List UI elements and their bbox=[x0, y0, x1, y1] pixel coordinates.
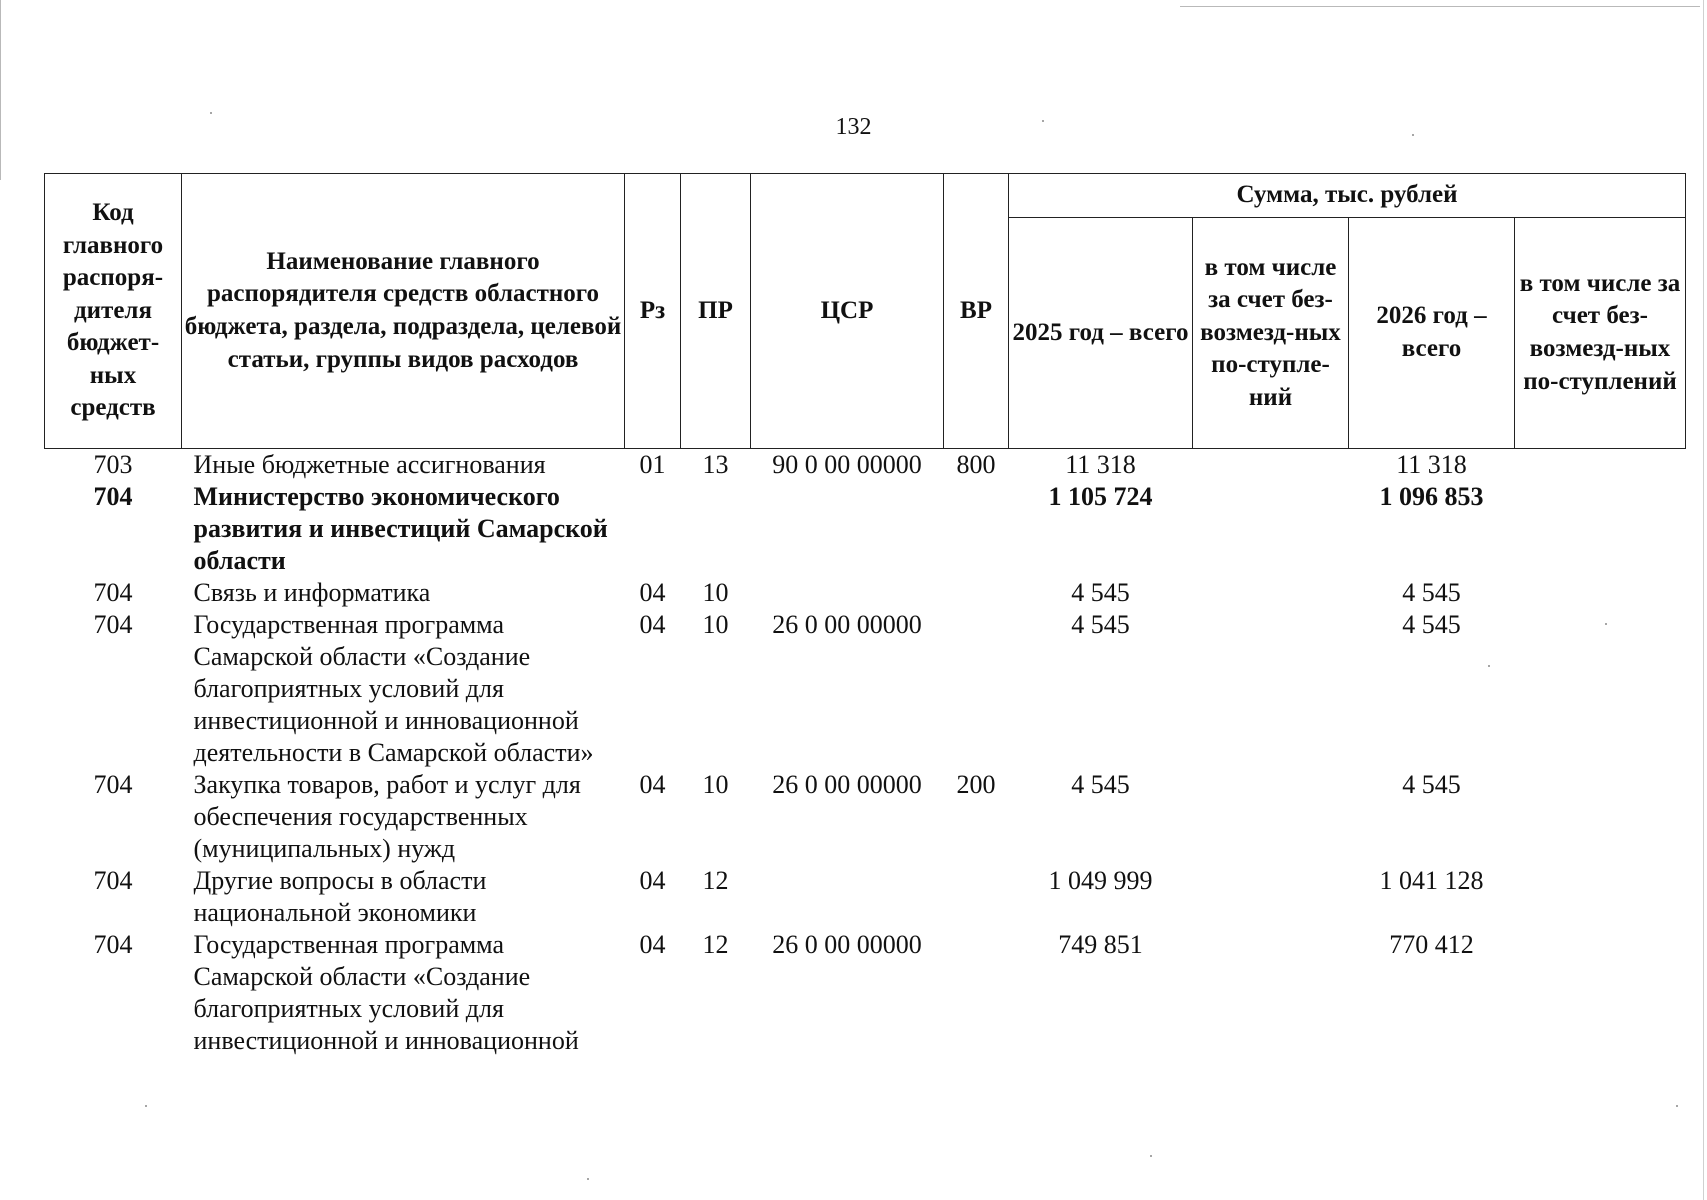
table-row bbox=[45, 577, 1686, 609]
cell-2025-total: 1 105 724 bbox=[1048, 482, 1153, 511]
cell-2025-grants bbox=[1193, 577, 1349, 609]
cell-2025-grants bbox=[1193, 929, 1349, 1057]
cell-2025-grants bbox=[1193, 769, 1349, 865]
cell-pr: 12 bbox=[702, 930, 729, 959]
cell-rz: 04 bbox=[639, 578, 666, 607]
header-2026-grants: в том числе за счет без-возмезд-ных по-ступлений bbox=[1515, 218, 1686, 449]
cell-2025-total: 1 049 999 bbox=[1048, 866, 1153, 895]
cell-code: 704 bbox=[93, 610, 133, 639]
cell-2026-total: 4 545 bbox=[1402, 610, 1461, 639]
header-2026-total: 2026 год – всего bbox=[1349, 218, 1515, 449]
cell-pr: 13 bbox=[702, 450, 729, 479]
cell-vr: 800 bbox=[956, 450, 996, 479]
cell-2025-grants bbox=[1193, 609, 1349, 769]
cell-2026-total: 770 412 bbox=[1389, 930, 1474, 959]
scan-speck bbox=[1150, 1155, 1152, 1157]
cell-2026-grants bbox=[1515, 865, 1686, 929]
header-rz: Рз bbox=[625, 174, 681, 449]
header-sum-group: Сумма, тыс. рублей bbox=[1009, 174, 1686, 218]
header-pr: ПР bbox=[681, 174, 751, 449]
cell-vr: 200 bbox=[956, 770, 996, 799]
table-row bbox=[45, 449, 1686, 482]
cell-csr bbox=[751, 577, 944, 609]
table-row bbox=[45, 481, 1686, 577]
cell-pr: 10 bbox=[702, 578, 729, 607]
cell-csr: 90 0 00 00000 bbox=[772, 450, 922, 479]
cell-vr bbox=[944, 929, 1009, 1057]
scan-top-line bbox=[1180, 6, 1700, 7]
cell-name: Закупка товаров, работ и услуг для обеспечения государственных (муниципальных) нужд bbox=[193, 770, 581, 863]
cell-vr bbox=[944, 481, 1009, 577]
cell-csr: 26 0 00 00000 bbox=[772, 770, 922, 799]
cell-code: 704 bbox=[93, 770, 133, 799]
table-row bbox=[45, 609, 1686, 769]
cell-pr: 10 bbox=[702, 770, 729, 799]
cell-rz: 04 bbox=[639, 610, 666, 639]
cell-rz bbox=[625, 481, 681, 577]
cell-name: Государственная программа Самарской области «Создание благоприятных условий для инвестиционной и инновационной bbox=[193, 930, 579, 1055]
cell-pr bbox=[681, 481, 751, 577]
cell-2025-grants bbox=[1193, 865, 1349, 929]
table-body bbox=[45, 449, 1686, 1058]
budget-table bbox=[44, 173, 1686, 1057]
cell-2026-total: 4 545 bbox=[1402, 770, 1461, 799]
cell-2026-total: 4 545 bbox=[1402, 578, 1461, 607]
cell-pr: 10 bbox=[702, 610, 729, 639]
header-csr: ЦСР bbox=[751, 174, 944, 449]
header-2025-grants: в том числе за счет без-возмезд-ных по-ступле-ний bbox=[1193, 218, 1349, 449]
cell-code: 704 bbox=[93, 482, 133, 511]
cell-code: 703 bbox=[93, 450, 133, 479]
header-code: Код главного распоря-дителя бюджет-ных средств bbox=[45, 174, 182, 449]
cell-code: 704 bbox=[93, 866, 133, 895]
cell-code: 704 bbox=[93, 578, 133, 607]
scan-speck bbox=[587, 1178, 589, 1180]
cell-rz: 04 bbox=[639, 930, 666, 959]
cell-name: Связь и информатика bbox=[193, 578, 431, 607]
cell-2025-total: 749 851 bbox=[1058, 930, 1143, 959]
scan-right-edge bbox=[1703, 0, 1704, 1200]
cell-2025-total: 4 545 bbox=[1071, 770, 1130, 799]
cell-2025-total: 4 545 bbox=[1071, 578, 1130, 607]
table-row bbox=[45, 929, 1686, 1057]
cell-2026-grants bbox=[1515, 929, 1686, 1057]
cell-name: Государственная программа Самарской области «Создание благоприятных условий для инвестиционной и инновационной деятельности в Самарской области» bbox=[193, 610, 594, 767]
cell-2025-grants bbox=[1193, 481, 1349, 577]
cell-csr bbox=[751, 481, 944, 577]
table-row bbox=[45, 769, 1686, 865]
cell-vr bbox=[944, 865, 1009, 929]
table-row bbox=[45, 865, 1686, 929]
cell-csr: 26 0 00 00000 bbox=[772, 610, 922, 639]
cell-2025-total: 11 318 bbox=[1065, 450, 1136, 479]
cell-name: Министерство экономического развития и инвестиций Самарской области bbox=[193, 482, 608, 575]
cell-csr bbox=[751, 865, 944, 929]
cell-2025-total: 4 545 bbox=[1071, 610, 1130, 639]
cell-pr: 12 bbox=[702, 866, 729, 895]
header-vr: ВР bbox=[944, 174, 1009, 449]
cell-rz: 04 bbox=[639, 770, 666, 799]
cell-2026-grants bbox=[1515, 577, 1686, 609]
cell-2026-total: 11 318 bbox=[1396, 450, 1467, 479]
cell-2026-grants bbox=[1515, 481, 1686, 577]
cell-2026-total: 1 096 853 bbox=[1379, 482, 1484, 511]
header-2025-total: 2025 год – всего bbox=[1009, 218, 1193, 449]
scan-left-edge bbox=[0, 0, 1, 180]
scan-speck bbox=[1676, 1105, 1678, 1107]
cell-name: Другие вопросы в области национальной экономики bbox=[193, 866, 487, 927]
header-name: Наименование главного распорядителя средств областного бюджета, раздела, подраздела, целевой статьи, группы видов расходов bbox=[182, 174, 625, 449]
cell-csr: 26 0 00 00000 bbox=[772, 930, 922, 959]
cell-vr bbox=[944, 609, 1009, 769]
cell-2026-grants bbox=[1515, 609, 1686, 769]
cell-code: 704 bbox=[93, 930, 133, 959]
cell-rz: 01 bbox=[639, 450, 666, 479]
cell-name: Иные бюджетные ассигнования bbox=[193, 450, 546, 479]
cell-2025-grants bbox=[1193, 449, 1349, 482]
page-number: 132 bbox=[835, 114, 872, 140]
cell-vr bbox=[944, 577, 1009, 609]
cell-2026-grants bbox=[1515, 769, 1686, 865]
scan-speck bbox=[145, 1105, 147, 1107]
cell-rz: 04 bbox=[639, 866, 666, 895]
cell-2026-total: 1 041 128 bbox=[1379, 866, 1484, 895]
cell-2026-grants bbox=[1515, 449, 1686, 482]
